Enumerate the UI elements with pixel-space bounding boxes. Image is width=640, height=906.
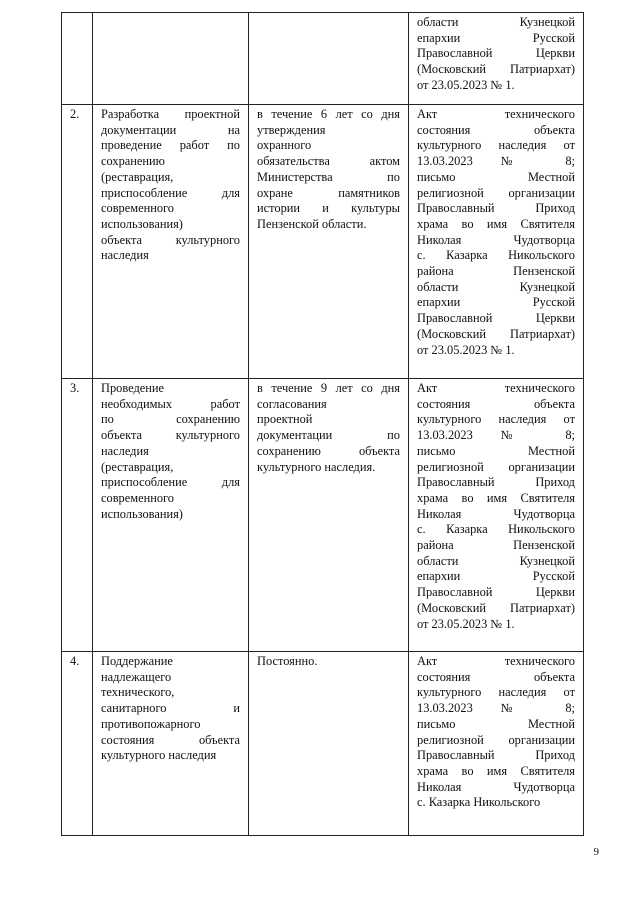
cell-line: современного: [101, 490, 175, 505]
cell-line: религиозной организации: [417, 185, 575, 200]
cell-line: Акт технического: [417, 381, 575, 395]
cell-line: приспособление для: [101, 475, 240, 490]
work-term: [249, 13, 409, 105]
cell-line: Николая Чудотворца: [417, 779, 575, 794]
work-basis: [409, 13, 584, 105]
cell-line: Николая Чудотворца: [417, 232, 575, 247]
cell-line: наследия: [101, 248, 149, 263]
cell-line: культурного наследия от: [417, 412, 575, 427]
cell-line: Православной Церкви: [417, 46, 575, 61]
cell-line: (реставрация,: [101, 459, 174, 474]
work-basis: [409, 379, 584, 652]
row-number: 4.: [62, 652, 93, 836]
cell-line: противопожарного: [101, 716, 201, 731]
cell-line: в течение 6 лет со дня: [257, 107, 400, 121]
cell-line: надлежащего: [101, 669, 172, 684]
cell-line: (Московский Патриархат): [417, 326, 575, 341]
work-description: [93, 379, 249, 652]
table-row: [62, 652, 584, 836]
cell-line: от 23.05.2023 № 1.: [417, 616, 515, 631]
cell-line: епархии Русской: [417, 295, 575, 310]
cell-line: наследия: [101, 443, 149, 458]
cell-line: от 23.05.2023 № 1.: [417, 342, 515, 357]
cell-line: Министерства по: [257, 169, 400, 184]
cell-line: 13.03.2023 № 8;: [417, 428, 575, 443]
cell-line: использования): [101, 216, 183, 231]
cell-line: храма во имя Святителя: [417, 490, 575, 505]
cell-line: культурного наследия от: [417, 685, 575, 700]
cell-line: проектной: [257, 412, 313, 427]
cell-line: необходимых работ: [101, 396, 240, 411]
cell-line: использования): [101, 506, 183, 521]
cell-line: области Кузнецкой: [417, 15, 575, 29]
cell-line: состояния объекта: [417, 669, 575, 684]
cell-line: Николая Чудотворца: [417, 506, 575, 521]
cell-line: культурного наследия.: [257, 459, 376, 474]
cell-line: с. Казарка Никольского: [417, 795, 541, 810]
cell-line: религиозной организации: [417, 459, 575, 474]
cell-line: в течение 9 лет со дня: [257, 381, 400, 395]
cell-line: охране памятников: [257, 185, 400, 200]
cell-line: Проведение: [101, 381, 165, 395]
cell-line: 13.03.2023 № 8;: [417, 154, 575, 169]
cell-line: технического,: [101, 685, 175, 700]
row-number: 2.: [62, 105, 93, 379]
work-description: [93, 652, 249, 836]
cell-line: письмо Местной: [417, 169, 575, 184]
cell-line: современного: [101, 201, 175, 216]
cell-line: Пензенской области.: [257, 216, 367, 231]
cell-line: проведение работ по: [101, 138, 240, 153]
work-term: [249, 379, 409, 652]
cell-line: области Кузнецкой: [417, 279, 575, 294]
cell-line: Постоянно.: [257, 654, 318, 668]
work-basis: [409, 652, 584, 836]
cell-line: сохранению объекта: [257, 443, 400, 458]
page-number: 9: [593, 846, 599, 858]
cell-line: документации на: [101, 122, 240, 137]
work-description: [93, 13, 249, 105]
cell-line: письмо Местной: [417, 716, 575, 731]
work-description: [93, 105, 249, 379]
cell-line: Православной Церкви: [417, 311, 575, 326]
cell-line: от 23.05.2023 № 1.: [417, 77, 515, 92]
cell-line: храма во имя Святителя: [417, 763, 575, 778]
cell-line: охранного: [257, 138, 312, 153]
work-term: [249, 105, 409, 379]
works-table: [61, 12, 584, 836]
cell-line: с. Казарка Никольского: [417, 522, 575, 537]
cell-line: религиозной организации: [417, 732, 575, 747]
cell-line: Разработка проектной: [101, 107, 240, 121]
cell-line: утверждения: [257, 122, 326, 137]
cell-line: Поддержание: [101, 654, 173, 668]
cell-line: района Пензенской: [417, 538, 575, 553]
cell-line: санитарного и: [101, 701, 240, 716]
cell-line: Акт технического: [417, 654, 575, 668]
cell-line: района Пензенской: [417, 264, 575, 279]
works-table-body: [62, 13, 584, 836]
cell-line: (реставрация,: [101, 169, 174, 184]
cell-line: обязательства актом: [257, 154, 400, 169]
cell-line: епархии Русской: [417, 569, 575, 584]
row-number: [62, 13, 93, 105]
cell-line: (Московский Патриархат): [417, 62, 575, 77]
table-row: [62, 105, 584, 379]
cell-line: (Московский Патриархат): [417, 600, 575, 615]
cell-line: состояния объекта: [101, 732, 240, 747]
cell-line: Православный Приход: [417, 748, 575, 763]
cell-line: культурного наследия от: [417, 138, 575, 153]
cell-line: письмо Местной: [417, 443, 575, 458]
cell-line: объекта культурного: [101, 232, 240, 247]
work-term: [249, 652, 409, 836]
cell-line: епархии Русской: [417, 30, 575, 45]
cell-line: области Кузнецкой: [417, 553, 575, 568]
cell-line: Акт технического: [417, 107, 575, 121]
cell-line: состояния объекта: [417, 396, 575, 411]
cell-line: храма во имя Святителя: [417, 216, 575, 231]
cell-line: с. Казарка Никольского: [417, 248, 575, 263]
cell-line: состояния объекта: [417, 122, 575, 137]
cell-line: объекта культурного: [101, 428, 240, 443]
table-row: [62, 379, 584, 652]
cell-line: Православный Приход: [417, 475, 575, 490]
cell-line: приспособление для: [101, 185, 240, 200]
cell-line: истории и культуры: [257, 201, 400, 216]
cell-line: Православной Церкви: [417, 585, 575, 600]
cell-line: сохранению: [101, 154, 165, 169]
cell-line: по сохранению: [101, 412, 240, 427]
cell-line: 13.03.2023 № 8;: [417, 701, 575, 716]
cell-line: согласования: [257, 396, 327, 411]
cell-line: культурного наследия: [101, 748, 217, 763]
cell-line: документации по: [257, 428, 400, 443]
work-basis: [409, 105, 584, 379]
cell-line: Православный Приход: [417, 201, 575, 216]
table-row: [62, 13, 584, 105]
row-number: 3.: [62, 379, 93, 652]
